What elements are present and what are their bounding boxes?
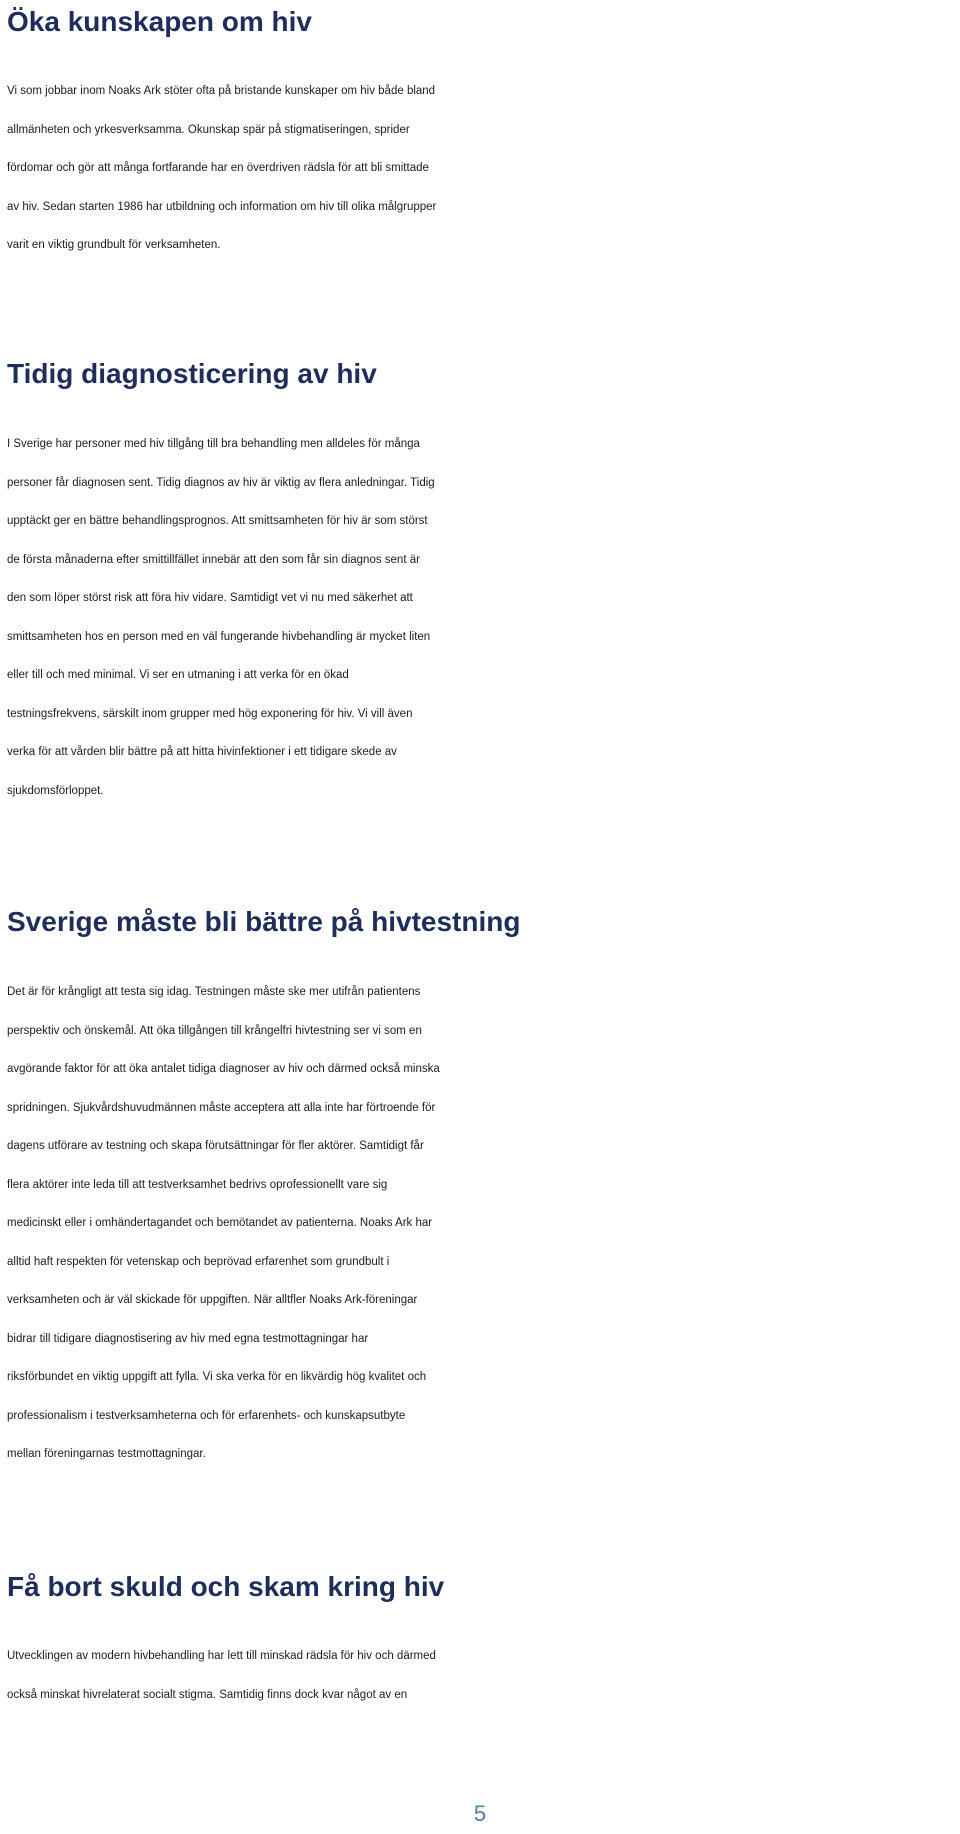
text-line: av hiv. Sedan starten 1986 har utbildning och information om hiv till olika målgrupper (7, 200, 437, 213)
text-line: Utvecklingen av modern hivbehandling har lett till minskad rädsla för hiv och därmed (7, 1650, 436, 1662)
text-line: testningsfrekvens, särskilt inom grupper med hög exponering för hiv. Vi vill även (7, 707, 413, 720)
text-line: smittsamheten hos en person med en väl fungerande hivbehandling är mycket liten (7, 630, 431, 643)
text-line: flera aktörer inte leda till att testverksamhet bedrivs oprofessionellt vare sig (7, 1178, 388, 1191)
heading-skuld-och-skam: Få bort skuld och skam kring hiv (7, 1571, 445, 1602)
text-line: eller till och med minimal. Vi ser en utmaning i att verka för en ökad (7, 669, 349, 681)
text-line: avgörande faktor för att öka antalet tidiga diagnoser av hiv och därmed också minska (7, 1063, 440, 1075)
text-line: den som löper störst risk att föra hiv vidare. Samtidigt vet vi nu med säkerhet att (7, 592, 413, 604)
paragraph-skuld-och-skam (7, 1637, 957, 1714)
text-line: de första månaderna efter smittillfället innebär att den som får sin diagnos sent är (7, 553, 420, 566)
text-line: personer får diagnosen sent. Tidig diagnos av hiv är viktig av flera anledningar. Tidig (7, 476, 435, 489)
text-line: Vi som jobbar inom Noaks Ark stöter ofta på bristande kunskaper om hiv både bland (7, 85, 436, 97)
paragraph-sverige-hivtestning (7, 973, 957, 1474)
text-line: också minskat hivrelaterat socialt stigma. Samtidig finns dock kvar något av en (7, 1688, 408, 1701)
text-line: riksförbundet en viktig uppgift att fylla. Vi ska verka för en likvärdig hög kvalitet och (7, 1371, 427, 1383)
text-line: fördomar och gör att många fortfarande har en överdriven rädsla för att bli smittade (7, 162, 429, 174)
text-line: perspektiv och önskemål. Att öka tillgången till krångelfri hivtestning ser vi som en (7, 1024, 422, 1037)
text-line: spridningen. Sjukvårdshuvudmännen måste acceptera att alla inte har förtroende för (7, 1101, 436, 1114)
text-line: mellan föreningarnas testmottagningar. (7, 1448, 206, 1460)
text-line: I Sverige har personer med hiv tillgång till bra behandling men alldeles för många (7, 438, 420, 450)
paragraph-tidig-diagnosticering (7, 425, 957, 810)
text-line: Det är för krångligt att testa sig idag. Testningen måste ske mer utifrån patientens (7, 986, 421, 998)
text-line: dagens utförare av testning och skapa förutsättningar för fler aktörer. Samtidigt får (7, 1140, 424, 1152)
heading-sverige-hivtestning: Sverige måste bli bättre på hivtestning (7, 906, 521, 937)
paragraph-oka-kunskapen (7, 72, 957, 265)
heading-tidig-diagnosticering: Tidig diagnosticering av hiv (7, 358, 377, 389)
text-line: bidrar till tidigare diagnostisering av hiv med egna testmottagningar har (7, 1332, 369, 1345)
text-line: verka för att vården blir bättre på att hitta hivinfektioner i ett tidigare skede av (7, 746, 397, 758)
text-line: verksamheten och är väl skickade för uppgiften. När alltfler Noaks Ark-föreningar (7, 1294, 418, 1306)
text-line: professionalism i testverksamheterna och för erfarenhets- och kunskapsutbyte (7, 1409, 406, 1422)
text-line: allmänheten och yrkesverksamma. Okunskap spär på stigmatiseringen, sprider (7, 123, 410, 136)
text-line: varit en viktig grundbult för verksamheten. (7, 239, 221, 251)
page-number: 5 (473, 1801, 487, 1826)
text-line: sjukdomsförloppet. (7, 784, 104, 797)
text-line: upptäckt ger en bättre behandlingsprognos. Att smittsamheten för hiv är som störst (7, 515, 428, 527)
text-line: medicinskt eller i omhändertagandet och bemötandet av patienterna. Noaks Ark har (7, 1217, 433, 1229)
heading-oka-kunskapen: Öka kunskapen om hiv (7, 6, 312, 37)
text-line: alltid haft respekten för vetenskap och beprövad erfarenhet som grundbult i (7, 1255, 390, 1268)
